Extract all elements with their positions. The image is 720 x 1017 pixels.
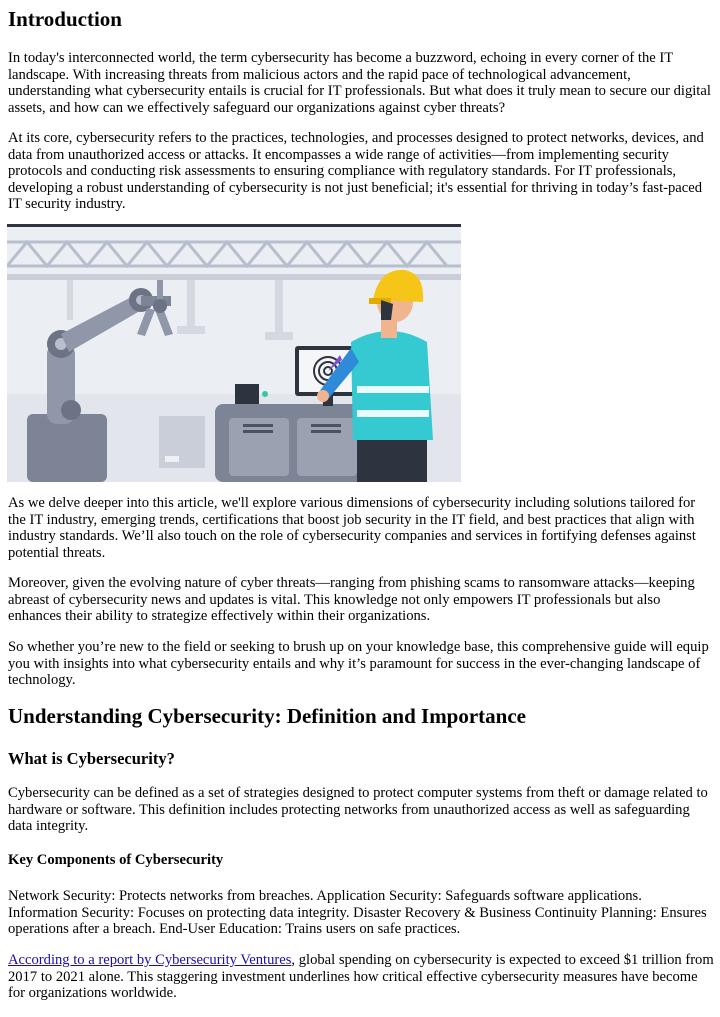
cybersecurity-ventures-report-link[interactable]: According to a report by Cybersecurity Ventures bbox=[8, 952, 292, 968]
understanding-heading: Understanding Cybersecurity: Definition and Importance bbox=[8, 704, 526, 728]
intro-paragraph-5: So whether you’re new to the field or seeking to brush up on your knowledge base, this comprehensive guide will equip you with insights into what cybersecurity entails and why it’s paramount for success in the ever-changing landscape of technology. bbox=[8, 639, 709, 689]
intro-paragraph-2: At its core, cybersecurity refers to the practices, technologies, and processes designed to protect networks, devices, and data from unauthorized access or attacks. It encompasses a wide range of activities—from implementing security protocols and conducting risk assessments to ensuring compliance with regulatory standards. For IT professionals, developing a robust understanding of cybersecurity is not just beneficial; it's essential for thriving in today’s fast-paced IT security industry. bbox=[8, 130, 704, 213]
introduction-heading: Introduction bbox=[8, 7, 122, 31]
factory-robot-worker-illustration bbox=[7, 224, 461, 482]
what-is-cybersecurity-heading: What is Cybersecurity? bbox=[8, 749, 175, 768]
key-components-paragraph: Network Security: Protects networks from breaches. Application Security: Safeguards software applications. Information Security: Focuses on protecting data integrity. Disaster Recovery & Business Continuity Planning: Ensures operations after a breach. End-User Education: Trains users on safe practices. bbox=[8, 888, 707, 938]
spending-paragraph bbox=[8, 952, 714, 1002]
intro-paragraph-4: Moreover, given the evolving nature of cyber threats—ranging from phishing scams to ransomware attacks—keeping abreast of cybersecurity news and updates is vital. This knowledge not only empowers IT professionals but also enhances their ability to strategize effectively within their organizations. bbox=[8, 575, 695, 625]
spending-paragraph-text: , global spending on cybersecurity is expected to exceed $1 trillion from 2017 to 2021 alone. This staggering investment underlines how critical effective cybersecurity measures have become for organizations worldwide. bbox=[8, 952, 714, 1002]
intro-paragraph-1: In today's interconnected world, the term cybersecurity has become a buzzword, echoing in every corner of the IT landscape. With increasing threats from malicious actors and the rapid pace of technological advancement, understanding what cybersecurity entails is crucial for IT professionals. But what does it truly mean to secure our digital assets, and how can we effectively safeguard our organizations against cyber threats? bbox=[8, 50, 711, 116]
intro-paragraph-3: As we delve deeper into this article, we'll explore various dimensions of cybersecurity including solutions tailored for the IT industry, emerging trends, certifications that boost job security in the IT field, and best practices that align with industry standards. We’ll also touch on the role of cybersecurity companies and services in fortifying defenses against potential threats. bbox=[8, 495, 696, 561]
key-components-heading: Key Components of Cybersecurity bbox=[8, 852, 224, 868]
definition-paragraph: Cybersecurity can be defined as a set of strategies designed to protect computer systems from theft or damage related to hardware or software. This definition includes protecting networks from unauthorized access as well as safeguarding data integrity. bbox=[8, 785, 708, 835]
